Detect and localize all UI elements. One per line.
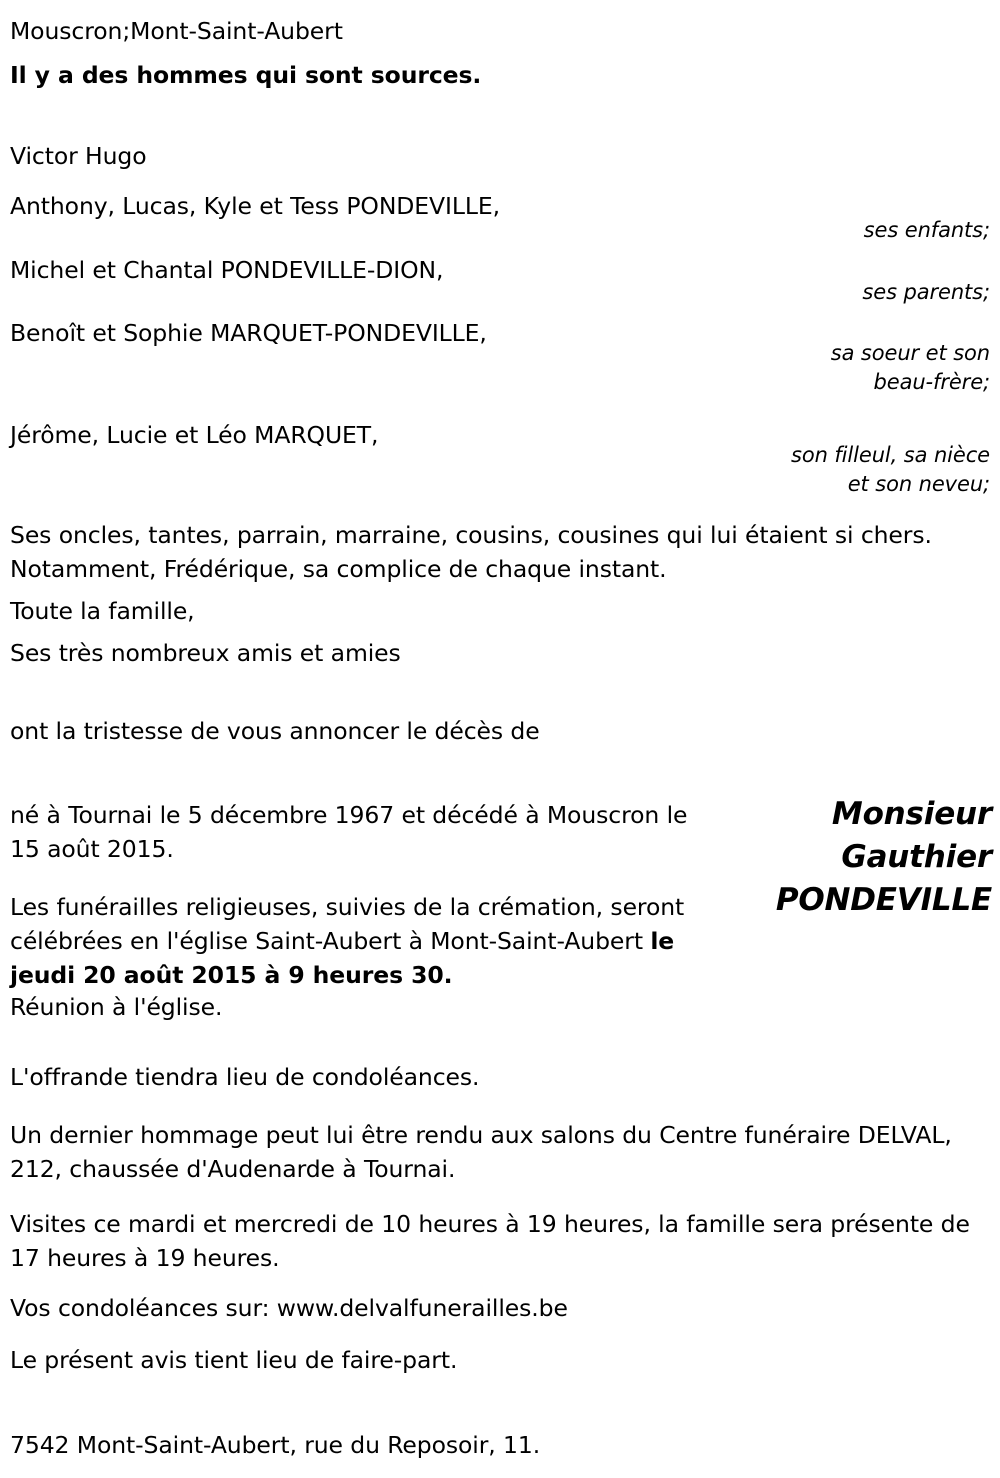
condolences-web-text: Vos condoléances sur: www.delvalfunerailles.be xyxy=(10,1294,568,1322)
gathering-text: Réunion à l'église. xyxy=(10,993,223,1021)
deceased-name-line-2: PONDEVILLE xyxy=(775,882,992,918)
deceased-name-line-1: Gauthier xyxy=(841,839,992,875)
funeral-service-datetime: le jeudi 20 août 2015 à 9 heures 30. xyxy=(10,927,675,989)
quote-text: Il y a des hommes qui sont sources. xyxy=(10,61,482,89)
family-relation-2-1: beau-frère; xyxy=(873,370,990,394)
family-entry-names-0: Anthony, Lucas, Kyle et Tess PONDEVILLE, xyxy=(10,192,500,220)
family-relation-0-0: ses enfants; xyxy=(863,218,990,242)
friends-text: Ses très nombreux amis et amies xyxy=(10,639,401,667)
family-entry-names-2: Benoît et Sophie MARQUET-PONDEVILLE, xyxy=(10,319,487,347)
family-entry-names-3: Jérôme, Lucie et Léo MARQUET, xyxy=(10,421,379,449)
family-relation-3-1: et son neveu; xyxy=(847,472,990,496)
family-relation-3-0: son filleul, sa nièce xyxy=(791,443,990,467)
locations-header: Mouscron;Mont-Saint-Aubert xyxy=(10,17,343,45)
announcement-intro: ont la tristesse de vous annoncer le décès de xyxy=(10,717,540,745)
footer-address: 7542 Mont-Saint-Aubert, rue du Reposoir, 11. xyxy=(10,1431,541,1459)
family-entry-names-1: Michel et Chantal PONDEVILLE-DION, xyxy=(10,256,444,284)
birth-death-text: né à Tournai le 5 décembre 1967 et décédé à Mouscron le 15 août 2015. xyxy=(10,801,688,863)
tribute-text: Un dernier hommage peut lui être rendu aux salons du Centre funéraire DELVAL, 212, chaussée d'Audenarde à Tournai. xyxy=(10,1121,952,1183)
notice-text: Le présent avis tient lieu de faire-part. xyxy=(10,1346,458,1374)
funeral-service-prefix: Les funérailles religieuses, suivies de la crémation, seront célébrées en l'église Saint-Aubert à Mont-Saint-Aubert xyxy=(10,893,685,955)
deceased-name-line-0: Monsieur xyxy=(831,796,992,832)
all-family-text: Toute la famille, xyxy=(10,597,195,625)
visits-text: Visites ce mardi et mercredi de 10 heures à 19 heures, la famille sera présente de 17 heures à 19 heures. xyxy=(10,1210,970,1272)
offering-text: L'offrande tiendra lieu de condoléances. xyxy=(10,1063,480,1091)
family-relation-2-0: sa soeur et son xyxy=(830,341,990,365)
family-relation-1-0: ses parents; xyxy=(862,280,990,304)
funeral-service-text xyxy=(10,890,730,992)
quote-author: Victor Hugo xyxy=(10,142,147,170)
extended-family-text: Ses oncles, tantes, parrain, marraine, cousins, cousines qui lui étaient si chers. Notamment, Frédérique, sa complice de chaque instant. xyxy=(10,521,932,583)
